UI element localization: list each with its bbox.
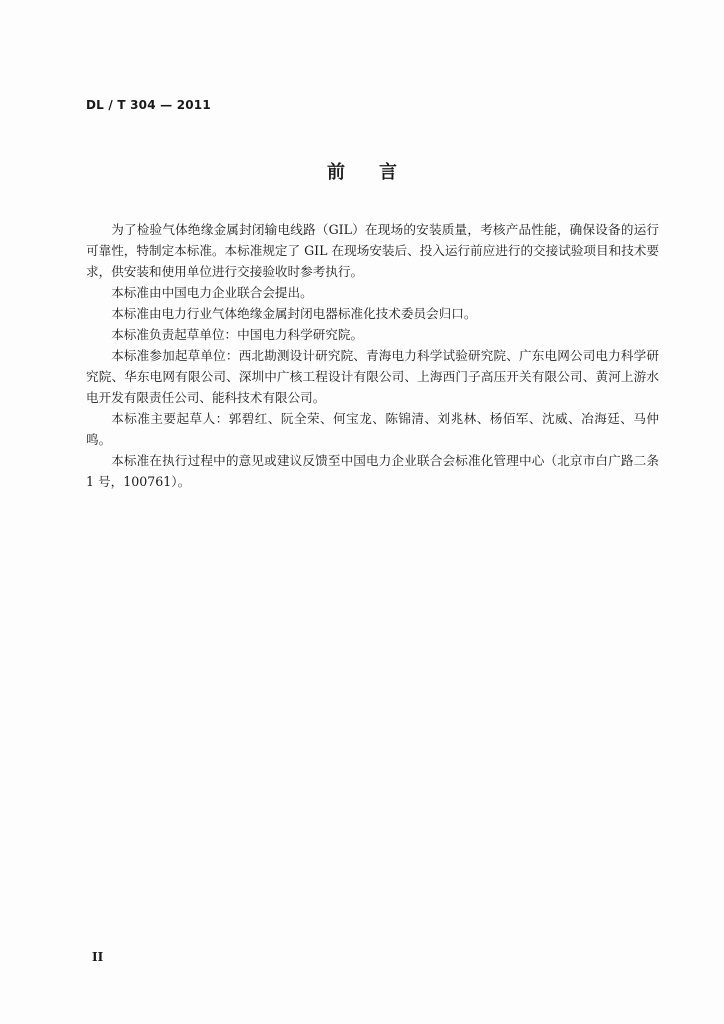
paragraph-main-drafters: 本标准主要起草人：郭碧红、阮全荣、何宝龙、陈锦清、刘兆林、杨佰军、沈威、冶海廷、马仲鸣。 [86,411,659,447]
foreword-body [86,219,659,492]
paragraph-proposer: 本标准由中国电力企业联合会提出。 [111,285,313,300]
page-title: 前言 [327,162,431,183]
paragraph-purpose: 为了检验气体绝缘金属封闭输电线路（GIL）在现场的安装质量，考核产品性能，确保设备的运行可靠性，特制定本标准。本标准规定了 GIL 在现场安装后、投入运行前应进行的交接试验项目和技术要求，供安装和使用单位进行交接验收时参考执行。 [86,222,659,279]
paragraph-participating-units: 本标准参加起草单位：西北勘测设计研究院、青海电力科学试验研究院、广东电网公司电力科学研究院、华东电网有限公司、深圳中广核工程设计有限公司、上海西门子高压开关有限公司、黄河上游水电开发有限责任公司、能科技术有限公司。 [86,348,659,405]
paragraph-feedback: 本标准在执行过程中的意见或建议反馈至中国电力企业联合会标准化管理中心（北京市白广路二条 1 号，100761）。 [86,453,659,489]
page-number: II [92,950,104,964]
paragraph-lead-drafter: 本标准负责起草单位：中国电力科学研究院。 [111,327,364,342]
paragraph-committee: 本标准由电力行业气体绝缘金属封闭电器标准化技术委员会归口。 [111,306,477,321]
standard-number: DL / T 304 — 2011 [86,98,211,112]
